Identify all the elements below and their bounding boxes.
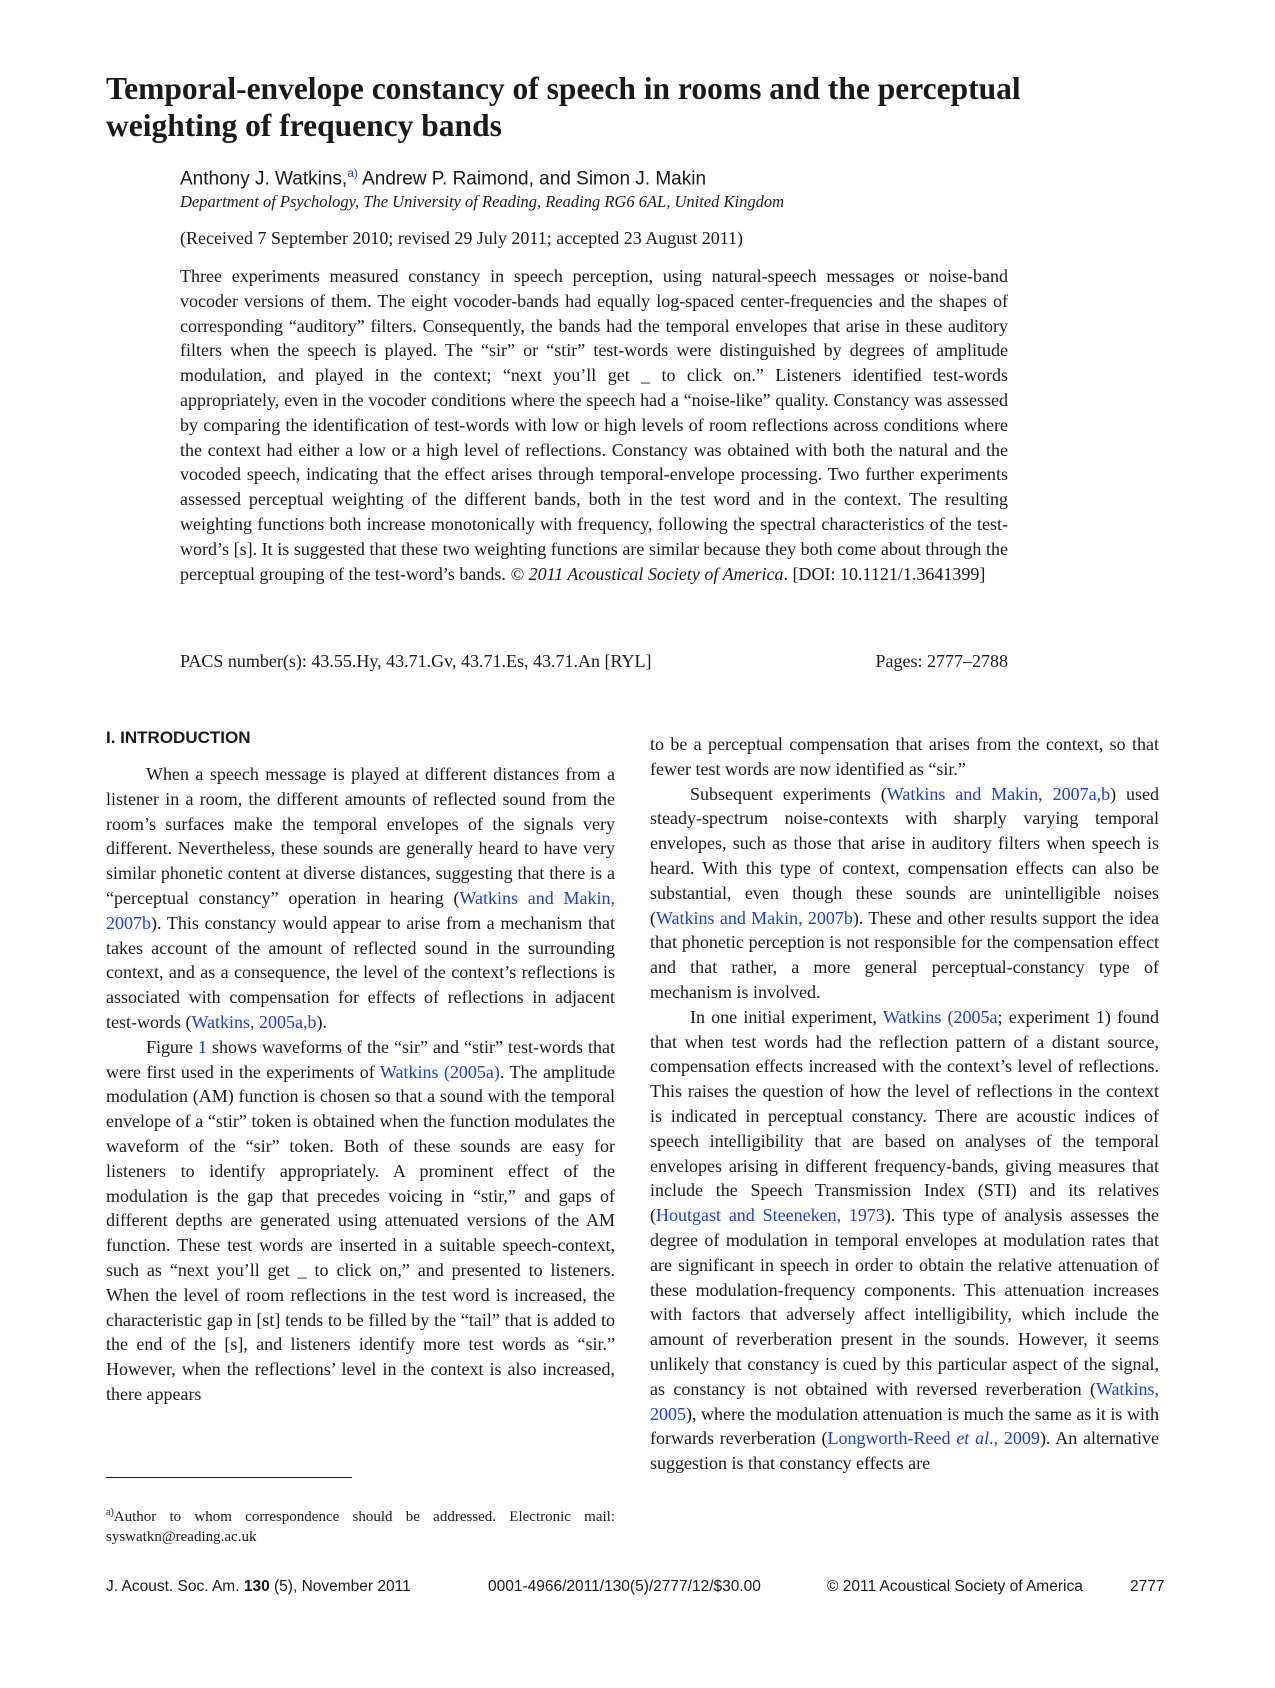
text-run: et al — [956, 1428, 990, 1449]
citation-link[interactable]: Watkins, 2005a,b — [191, 1011, 317, 1032]
text-run: ). An alternative suggestion is that constancy effects are — [650, 1428, 1160, 1474]
footer-copyright: © 2011 Acoustical Society of America — [827, 1578, 1083, 1595]
abstract-body: Three experiments measured constancy in speech perception, using natural-speech messages or noise-band vocoder versions of them. The eight vocoder-bands had equally log-spaced center-frequencies and the shapes of corresponding “auditory” filters. Consequently, the bands had the temporal envelopes that arise in these auditory filters when the speech is played. The “sir” or “stir” test-words were distinguished by degrees of amplitude modulation, and played in the context; “next you’ll get _ to click on.” Listeners identified test-words appropriately, even in the vocoder conditions where the speech had a “noise-like” quality. Constancy was assessed by comparing the identification of test-words with low or high levels of room reflections across conditions where the context had either a low or a high level of reflections. Constancy was obtained with both the natural and the vocoded speech, indicating that the effect arises through temporal-envelope processing. Two further experiments assessed perceptual weighting of the different bands, both in the test word and in the context. The resulting weighting functions both increase monotonically with frequency, following the spectral characteristics of the test-word’s [s]. It is suggested that these two weighting functions are similar because they both come about through the perceptual grouping of the test-word’s bands. — [180, 266, 1008, 584]
footnote-text: Author to whom correspondence should be addressed. Electronic mail: syswatkn@reading.ac.uk — [106, 1509, 615, 1545]
footer-page-number: 2777 — [1130, 1578, 1165, 1595]
author-rest: Andrew P. Raimond, and Simon J. Makin — [357, 168, 707, 190]
paragraph — [106, 762, 615, 1035]
pacs-numbers: PACS number(s): 43.55.Hy, 43.71.Gv, 43.71.Es, 43.71.An [RYL] — [180, 651, 652, 671]
text-run: ). — [316, 1011, 328, 1032]
citation-link[interactable]: Houtgast and Steeneken, 1973 — [656, 1205, 885, 1226]
author-footnote-mark[interactable]: a) — [347, 166, 358, 180]
abstract-copyright: © 2011 Acoustical Society of America — [505, 563, 784, 584]
left-column — [106, 728, 615, 1407]
footer-citation — [106, 1578, 411, 1596]
citation-link[interactable]: Watkins and Makin, 2007b — [656, 907, 853, 928]
text-run: ; experiment 1) found that when test words had the reflection pattern of a distant source, compensation effects increased with the context’s level of reflections. This raises the question of how the level of reflections in the context is indicated in perceptual constancy. There are acoustic indices of speech intelligibility that are based on analyses of the temporal envelopes arising in different frequency-bands, giving measures that include the Speech Transmission Index (STI) and its relatives ( — [650, 1006, 1159, 1226]
citation-link[interactable]: Watkins and Makin, 2007a,b — [886, 783, 1111, 804]
page-range: Pages: 2777–2788 — [875, 651, 1008, 671]
paper-title: Temporal-envelope constancy of speech in rooms and the perceptual weighting of frequency bands — [106, 71, 1021, 143]
footnote-rule — [106, 1477, 352, 1478]
text-run: shows waveforms of the “sir” and “stir” test-words that were first used in the experiments of — [106, 1036, 615, 1082]
text-run: When a speech message is played at different distances from a listener in a room, the different amounts of reflected sound from the room’s surfaces make the temporal envelopes of the signals very different. Nevertheless, these sounds are generally heard to have very similar phonetic content at diverse distances, suggesting that there is a “perceptual constancy” operation in hearing ( — [106, 764, 615, 908]
pacs-line — [180, 651, 1008, 672]
text-run: Subsequent experiments ( — [690, 783, 887, 804]
abstract-doi: . [DOI: 10.1121/1.3641399] — [783, 563, 986, 584]
citation-link[interactable]: Watkins (2005a) — [379, 1061, 500, 1082]
text-run: ). This type of analysis assesses the degree of modulation in temporal envelopes at modulation rates that are significant in speech in order to obtain the relative attenuation of these modulation-frequency components. This attenuation increases with factors that adversely affect intelligibility, which include the amount of reverberation present in the sounds. However, it seems unlikely that constancy is cued by this particular aspect of the signal, as constancy is not obtained with reversed reverberation ( — [650, 1205, 1159, 1399]
footnote — [106, 1503, 615, 1547]
text-run: Figure — [146, 1036, 199, 1057]
footer-journal: J. Acoust. Soc. Am. — [106, 1578, 244, 1595]
text-run: ., 2009 — [989, 1428, 1040, 1449]
text-run: ). This constancy would appear to arise from a mechanism that takes account of the amount of reflected sound in the surrounding context, and as a consequence, the level of the context’s reflections is associated with compensation for effects of reflections in adjacent test-words ( — [106, 912, 615, 1032]
citation-link[interactable]: Watkins, 2005 — [650, 1378, 1159, 1424]
text-run: In one initial experiment, — [690, 1006, 883, 1027]
paragraph — [106, 1035, 615, 1407]
author-list — [180, 166, 706, 190]
paragraph — [650, 782, 1159, 1005]
affiliation: Department of Psychology, The University of Reading, Reading RG6 6AL, United Kingdom — [180, 192, 784, 211]
text-run: ) used steady-spectrum noise-contexts with sharply varying temporal envelopes, such as those that arise in auditory filters when speech is heard. With this type of context, compensation effects can also be substantial, even though these sounds are unintelligible noises ( — [650, 783, 1159, 928]
right-column — [650, 732, 1159, 1476]
footnote-mark: a) — [106, 1507, 114, 1518]
received-dates: (Received 7 September 2010; revised 29 July 2011; accepted 23 August 2011) — [180, 228, 744, 248]
figure-link[interactable]: 1 — [198, 1036, 208, 1057]
paragraph: to be a perceptual compensation that arises from the context, so that fewer test words are now identified as “sir.” — [650, 734, 1159, 779]
footer-volume: 130 — [243, 1578, 270, 1595]
section-heading: I. INTRODUCTION — [106, 728, 251, 747]
text-run: Longworth-Reed — [827, 1428, 957, 1449]
paragraph — [650, 1005, 1159, 1476]
footer-issn: 0001-4966/2011/130(5)/2777/12/$30.00 — [488, 1578, 761, 1595]
text-run: . The amplitude modulation (AM) function is chosen so that a sound with the temporal envelope of a “stir” token is obtained when the function modulates the waveform of the “sir” token. Both of these sounds are easy for listeners to identify appropriately. A prominent effect of the modulation is the gap that precedes voicing in “stir,” and gaps of different depths are generated using attenuated versions of the AM function. These test words are inserted in a suitable speech-context, such as “next you’ll get _ to click on,” and presented to listeners. When the level of room reflections in the test word is increased, the characteristic gap in [st] tends to be filled by the “tail” that is added to the end of the [s], and listeners identify more test words as “sir.” However, when the reflections’ level in the context is also increased, there appears — [106, 1061, 615, 1404]
text-run: ), where the modulation attenuation is much the same as it is with forwards reverberation ( — [650, 1403, 1159, 1449]
citation-link[interactable]: Watkins (2005a — [882, 1006, 998, 1027]
citation-link[interactable]: Watkins and Makin, 2007b — [106, 887, 615, 933]
abstract — [180, 264, 1008, 586]
footer-issue: (5), November 2011 — [269, 1578, 411, 1595]
author-first: Anthony J. Watkins, — [180, 168, 348, 190]
text-run: ). These and other results support the idea that phonetic perception is not responsible for the compensation effect and that rather, a more general perceptual-constancy type of mechanism is involved. — [650, 907, 1160, 1002]
citation-link[interactable] — [828, 1428, 1040, 1448]
